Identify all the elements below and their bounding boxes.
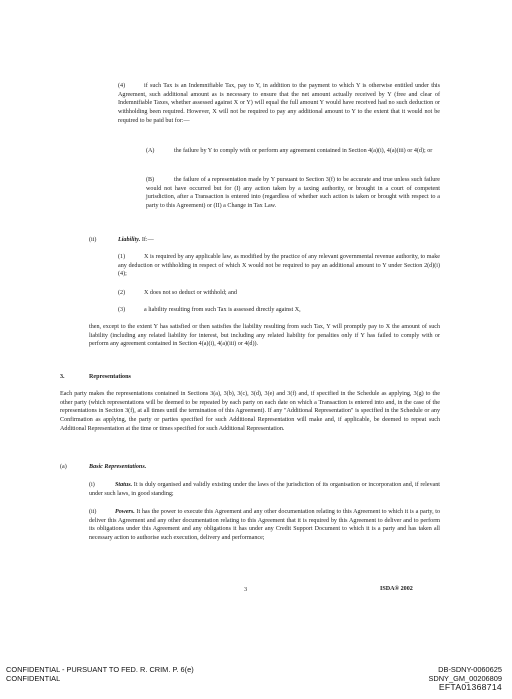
clause-4a-text: the failure by Y to comply with or perform any agreement contained in Section 4(a)(i), 4(a)(iii) or 4(d); or: [174, 148, 433, 154]
clause-ii-item-1-text: X is required by any applicable law, as modified by the practice of any relevant governmental revenue authority, to make any deduction or withholding in respect of which X would not be required to pay an additional amount to Y under Section 2(d)(i)(4);: [118, 254, 440, 278]
clause-ii-item-3-number: (3): [118, 307, 126, 313]
clause-ii-heading: Liability. If:—: [118, 237, 154, 243]
clause-ii-then-text: then, except to the extent Y has satisfied or then satisfies the liability resulting from such Tax, Y will promptly pay to X the amount of such liability (including any related liability for interest, but including any related liability for penalties only if Y has failed to comply with or perform any agreement contained in Section 4(a)(i), 4(a)(iii) or 4(d)).: [89, 324, 440, 348]
clause-4-number: (4): [118, 83, 126, 89]
footer-bates-db: DB-SDNY-0060625: [438, 665, 502, 674]
footer-right: [428, 665, 502, 692]
footer-left: [6, 665, 194, 683]
clause-ii-item-2-text: X does not so deduct or withhold; and: [144, 290, 237, 296]
section-3a-title: Basic Representations.: [89, 464, 147, 470]
section-3a-ii-number: (ii): [89, 509, 97, 515]
footer-confidential-notice: CONFIDENTIAL - PURSUANT TO FED. R. CRIM. P. 6(e): [6, 665, 194, 674]
clause-4b-text: the failure of a representation made by Y pursuant to Section 3(f) to be accurate and true unless such failure would not have occurred but for (I) any action taken by a taxing authority, or brought in a court of competent jurisdiction, after a Transaction is entered into (regardless of whether such action is taken or brought with respect to a party to this Agreement) or (II) a Change in Tax Law.: [146, 177, 440, 210]
isda-mark: ISDA® 2002: [380, 586, 413, 592]
clause-ii-number: (ii): [89, 237, 97, 243]
clause-4-text: if such Tax is an Indemnifiable Tax, pay to Y, in addition to the payment to which Y is otherwise entitled under this Agreement, such additional amount as is necessary to ensure that the net amount actually received by Y (free and clear of Indemnifiable Taxes, whether assessed against X or Y) will equal the full amount Y would have received had no such deduction or withholding been required. However, X will not be required to pay any additional amount to Y to the extent that it would not be required to be paid but for:—: [118, 83, 440, 124]
page-number: 3: [244, 586, 248, 593]
clause-ii-item-3-text: a liability resulting from such Tax is assessed directly against X,: [144, 307, 301, 313]
footer-bates-efta: EFTA01368714: [438, 682, 502, 692]
footer-bates-sdny: SDNY_GM_00206809: [428, 674, 502, 683]
footer-confidential-label: CONFIDENTIAL: [6, 674, 61, 683]
section-3-number: 3.: [60, 374, 65, 380]
clause-4a-number: (A): [146, 148, 155, 154]
section-3a-number: (a): [60, 464, 67, 470]
section-3-title: Representations: [89, 374, 131, 380]
section-3-intro: Each party makes the representations contained in Sections 3(a), 3(b), 3(c), 3(d), 3(e) and 3(f) and, if specified in the Schedule as applying, 3(g) to the other party (which representations will be deemed to be repeated by each party on each date on which a Transaction is entered into and, in the case of the representations in Section 3(f), at all times until the termination of this Agreement). If any "Additional Representation" is specified in the Schedule or any Confirmation as applying, the party or parties specified for such Additional Representation will make and, if applicable, be deemed to repeat such Additional Representation at the time or times specified for such Additional Representation.: [60, 391, 440, 432]
clause-ii-item-1-number: (1): [118, 254, 126, 260]
section-3a-i-number: (i): [89, 482, 95, 488]
section-3a-i-text: Status. It is duly organised and validly existing under the laws of the jurisdiction of its organisation or incorporation and, if relevant under such laws, in good standing;: [89, 482, 440, 497]
clause-4b-number: (B): [146, 177, 155, 183]
section-3a-ii-text: Powers. It has the power to execute this Agreement and any other documentation relating to this Agreement to which it is a party, to deliver this Agreement and any other documentation relating to this Agreement that it is required by this Agreement to deliver and to perform its obligations under this Agreement and any obligations it has under any Credit Support Document to which it is a party and has taken all necessary action to authorise such execution, delivery and performance;: [89, 509, 440, 542]
clause-ii-item-2-number: (2): [118, 290, 126, 296]
